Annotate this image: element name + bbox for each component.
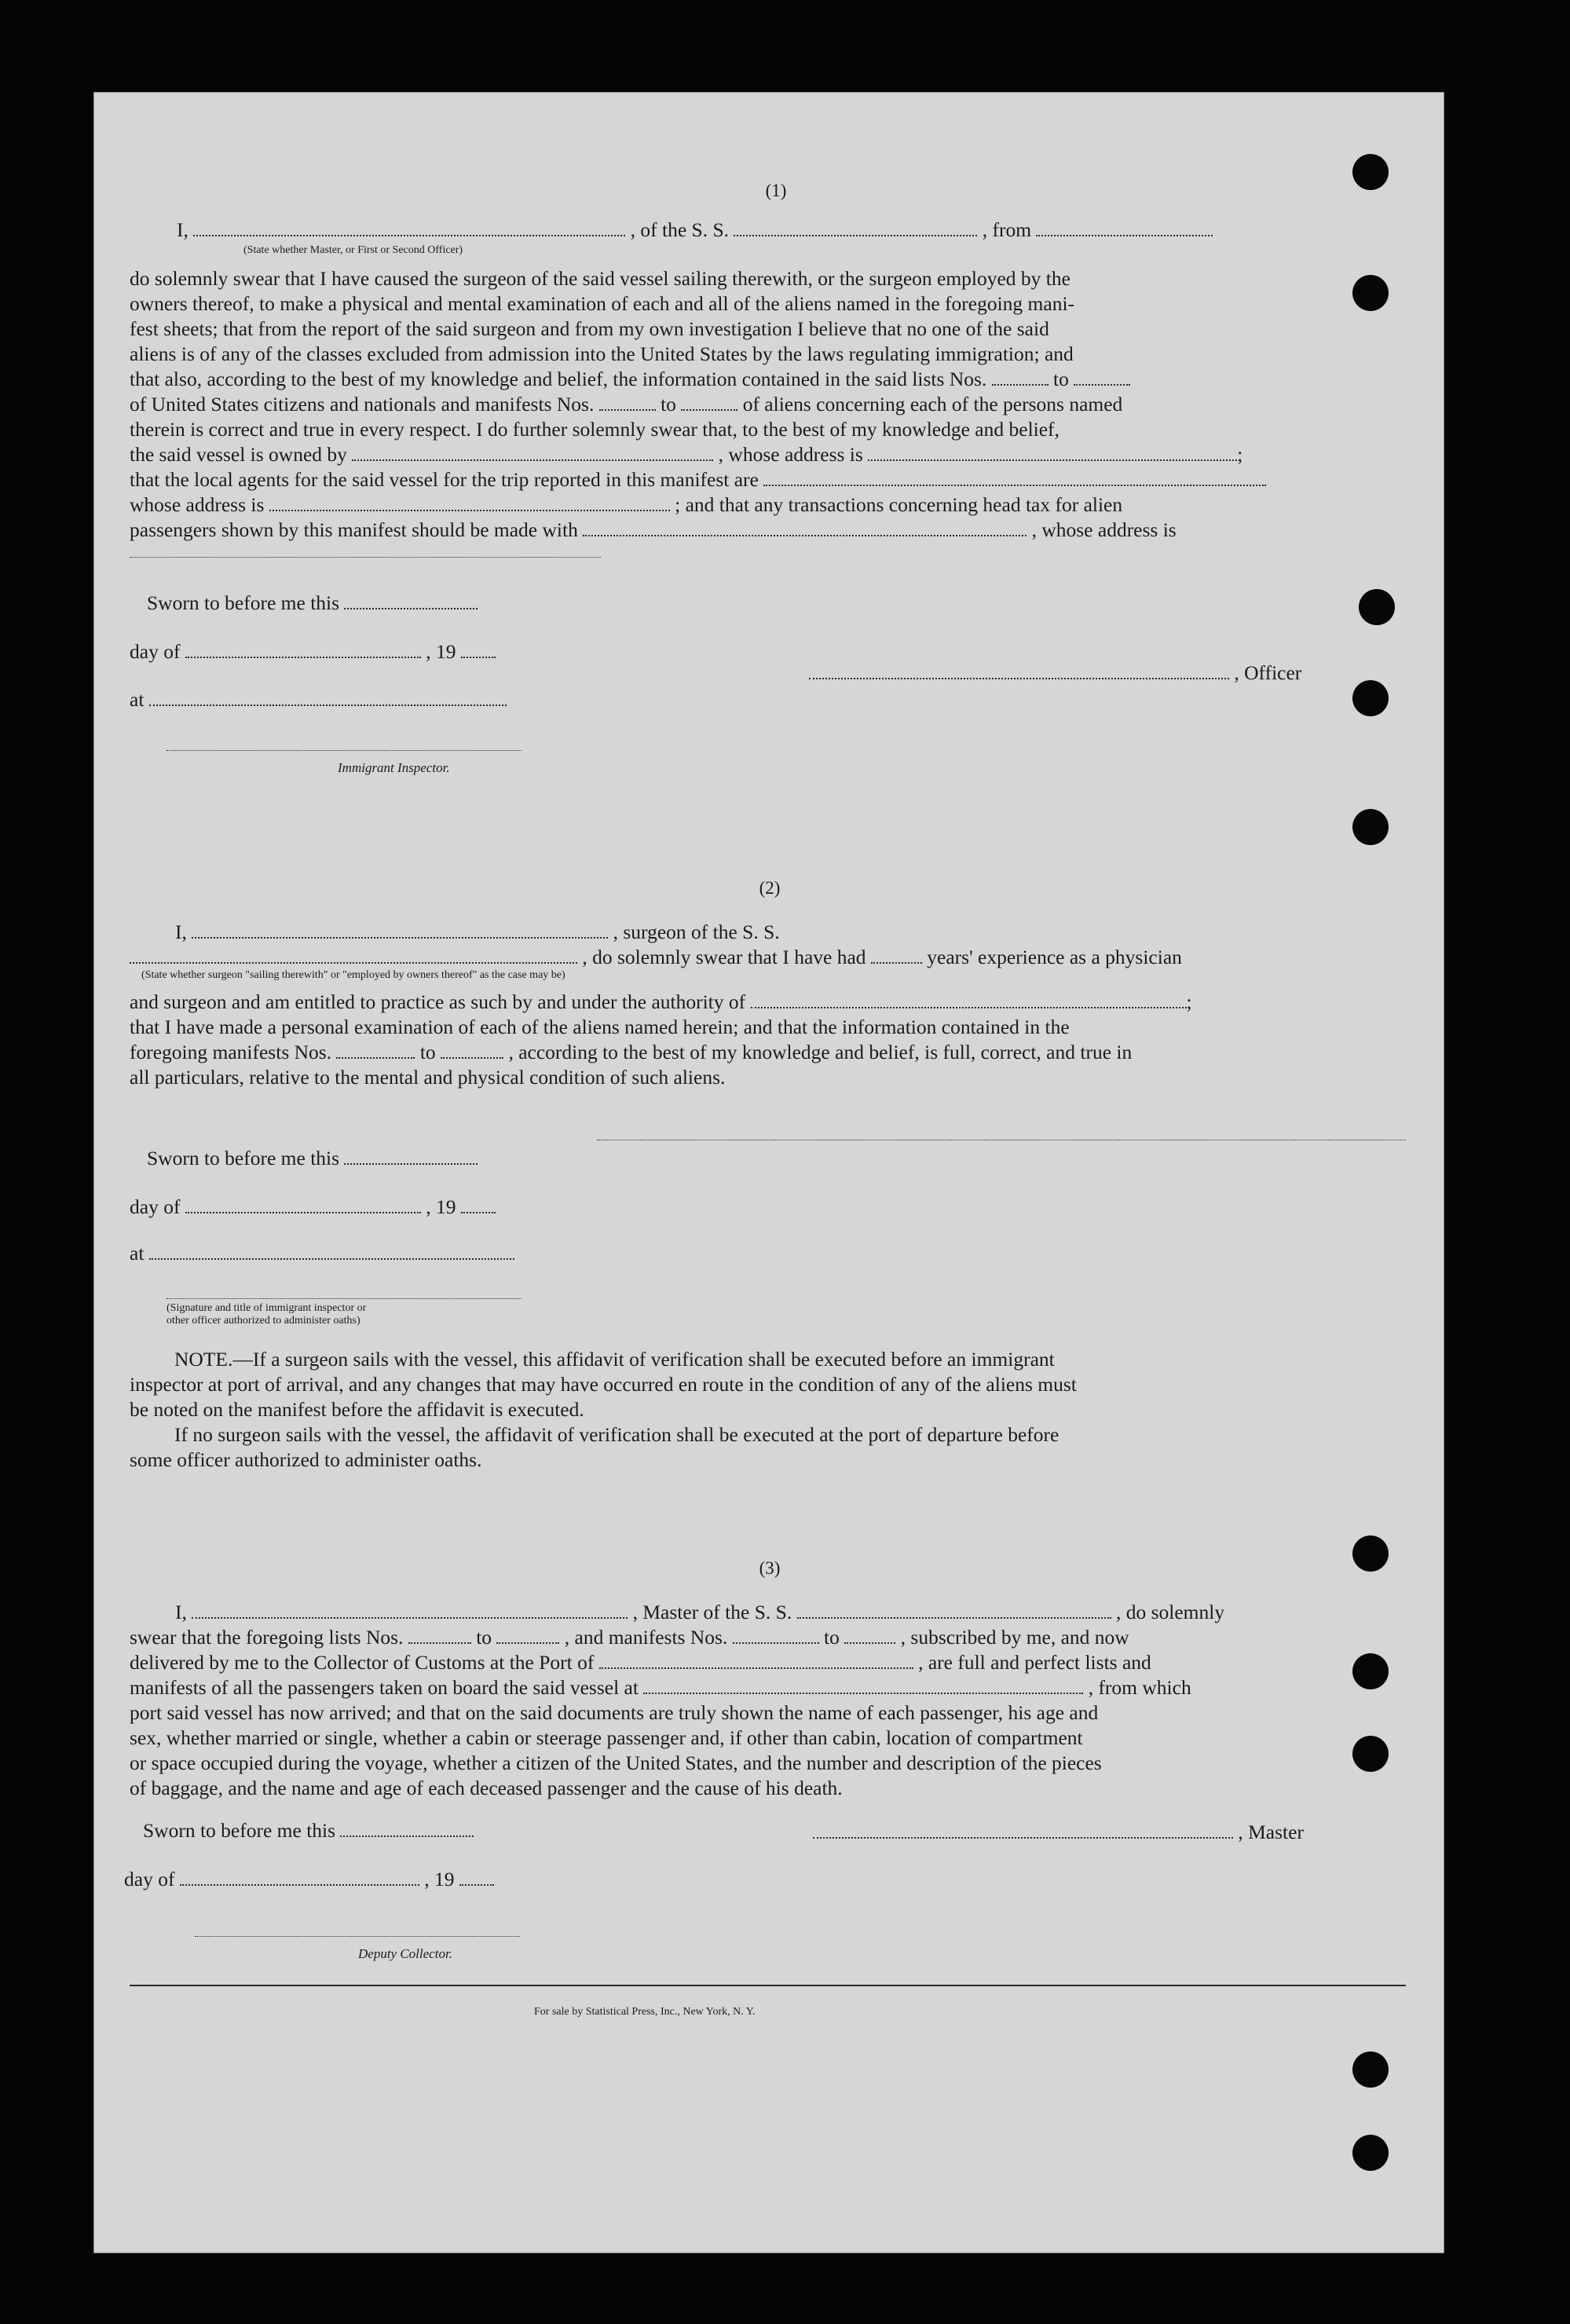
s2-authority-field[interactable] — [751, 993, 1187, 1008]
s1-inspector-signature-field[interactable] — [167, 749, 522, 751]
form-page — [94, 93, 1444, 2253]
s2-body-3 — [130, 1041, 1132, 1064]
s3-body-5: port said vessel has now arrived; and that on the said documents are truly shown the name of each passenger, his age and — [130, 1701, 1099, 1724]
punch-hole-5 — [1352, 809, 1389, 845]
s1-to-label-2: to — [661, 393, 676, 415]
s1-body-5 — [130, 368, 1130, 391]
footer-rule — [130, 1984, 1406, 1986]
s1-from-field[interactable] — [1036, 221, 1213, 236]
s3-body-7: or space occupied during the voyage, whether a citizen of the United States, and the number and description of the pieces — [130, 1751, 1102, 1774]
punch-hole-10 — [1352, 2135, 1389, 2171]
s1-year-field[interactable] — [461, 642, 496, 658]
s1-day-label: day of — [130, 640, 181, 663]
s1-owned-text: the said vessel is owned by — [130, 443, 347, 466]
s2-inspector-signature-field[interactable] — [167, 1297, 522, 1299]
s1-sworn-field[interactable] — [344, 594, 478, 609]
s1-manifests-text: of United States citizens and nationals and manifests Nos. — [130, 393, 595, 415]
s3-master-signature-field[interactable] — [813, 1823, 1233, 1839]
s1-body-8: the said vessel is owned by , whose address is ; — [130, 443, 1243, 466]
s3-master-signature — [813, 1821, 1304, 1844]
s1-owner-address-label: , whose address is — [718, 443, 863, 466]
s3-deputy-signature-field[interactable] — [195, 1935, 520, 1937]
s3-list-to-field[interactable] — [496, 1628, 559, 1644]
s1-body-2: owners thereof, to make a physical and mental examination of each and all of the aliens named in the foregoing mani- — [130, 292, 1075, 315]
s1-agents-field[interactable] — [763, 470, 1266, 486]
s1-of-ss-label: , of the S. S. — [630, 218, 730, 241]
s1-passengers-text: passengers shown by this manifest should be made with — [130, 518, 578, 541]
s2-authority-text: and surgeon and am entitled to practice as such by and under the authority of — [130, 990, 746, 1013]
s1-body-11 — [130, 518, 1177, 542]
s1-head-tax-text: ; and that any transactions concerning head tax for alien — [675, 493, 1123, 516]
s2-day — [130, 1195, 496, 1219]
s1-body-4: aliens is of any of the classes excluded from admission into the United States by the laws regulating immigration; and — [130, 342, 1074, 365]
s3-manifests-text: , and manifests Nos. — [564, 1626, 728, 1649]
s3-year-field[interactable] — [459, 1870, 494, 1886]
s3-collector-text: delivered by me to the Collector of Customs at the Port of — [130, 1651, 595, 1674]
s3-deputy-label: Deputy Collector. — [358, 1946, 452, 1961]
s2-sworn — [147, 1147, 478, 1170]
s2-sig-note-1: (Signature and title of immigrant inspector or — [167, 1302, 367, 1314]
s2-oath-line-2 — [130, 946, 1182, 969]
s3-origin-port-field[interactable] — [643, 1678, 1083, 1694]
s2-years-text: years' experience as a physician — [927, 946, 1182, 968]
s2-at-field[interactable] — [149, 1244, 514, 1260]
s1-lists-text: that also, according to the best of my knowledge and belief, the information contained in the said lists Nos. — [130, 368, 987, 390]
s1-officer-signature — [809, 661, 1301, 685]
s1-day-field[interactable] — [185, 642, 421, 658]
s3-from-which-text: , from which — [1088, 1676, 1191, 1699]
s2-state-note: (State whether surgeon "sailing therewith" or "employed by owners thereof" as the case may be) — [141, 969, 565, 981]
s1-oath-line — [177, 218, 1213, 242]
s1-body-3: fest sheets; that from the report of the said surgeon and from my own investigation I believe that no one of the said — [130, 317, 1049, 340]
s3-body-8: of baggage, and the name and age of each deceased passenger and the cause of his death. — [130, 1777, 843, 1799]
s1-at — [130, 688, 507, 712]
s2-year-label: , 19 — [426, 1195, 456, 1218]
s2-experience-text: , do solemnly swear that I have had — [582, 946, 866, 968]
s1-from-label: , from — [982, 218, 1032, 241]
s1-body-6 — [130, 393, 1122, 416]
s3-master-name-field[interactable] — [192, 1603, 628, 1619]
s3-sworn-label: Sworn to before me this — [143, 1819, 336, 1842]
s3-vessel-field[interactable] — [797, 1603, 1111, 1619]
s1-day — [130, 640, 496, 664]
punch-hole-1 — [1352, 154, 1389, 190]
s3-oath-line — [175, 1601, 1224, 1624]
s1-officer-signature-field[interactable] — [809, 664, 1229, 679]
s1-aliens-text: of aliens concerning each of the persons named — [742, 393, 1123, 415]
s2-i-label: I, — [175, 920, 187, 943]
note-p2-l1: If no surgeon sails with the vessel, the affidavit of verification shall be executed at the port of departure before — [174, 1423, 1059, 1446]
s2-vessel-field[interactable] — [130, 948, 577, 964]
s3-manifest-to-field[interactable] — [844, 1628, 895, 1644]
s1-sworn — [147, 591, 478, 615]
s3-day-label: day of — [124, 1868, 175, 1890]
s3-i-label: I, — [175, 1601, 187, 1623]
s1-agent-address-text: whose address is — [130, 493, 265, 516]
s1-party-address-label: , whose address is — [1031, 518, 1177, 541]
s2-sworn-label: Sworn to before me this — [147, 1147, 340, 1169]
s3-year-label: , 19 — [424, 1868, 455, 1890]
s1-sworn-label: Sworn to before me this — [147, 591, 340, 614]
s2-body-2: that I have made a personal examination of each of the aliens named herein; and that the information contained in the — [130, 1016, 1070, 1038]
s2-sworn-field[interactable] — [344, 1149, 478, 1165]
s2-body-4: all particulars, relative to the mental and physical condition of such aliens. — [130, 1066, 726, 1089]
s2-surgeon-name-field[interactable] — [192, 923, 608, 939]
s1-list-to-field[interactable] — [1074, 370, 1130, 386]
note-p1-l3: be noted on the manifest before the affidavit is executed. — [130, 1398, 584, 1421]
section-3-number: (3) — [759, 1558, 781, 1578]
s2-sig-note-2: other officer authorized to administer oaths) — [167, 1315, 360, 1327]
s2-at — [130, 1242, 514, 1265]
s2-to-label: to — [419, 1041, 436, 1063]
s2-day-field[interactable] — [185, 1198, 421, 1213]
punch-hole-6 — [1352, 1535, 1389, 1572]
s3-sworn-field[interactable] — [340, 1821, 474, 1837]
s2-manifests-text: foregoing manifests Nos. — [130, 1041, 332, 1063]
s3-day — [124, 1868, 494, 1891]
s2-surgeon-signature-field[interactable] — [597, 1139, 1406, 1140]
s1-body-1: do solemnly swear that I have caused the surgeon of the said vessel sailing therewith, or the surgeon employed by the — [130, 267, 1070, 290]
footer-imprint: For sale by Statistical Press, Inc., New York, N. Y. — [534, 2006, 756, 2018]
s1-body-9 — [130, 468, 1266, 492]
s1-inspector-label: Immigrant Inspector. — [338, 760, 450, 775]
s1-head-tax-party-field[interactable] — [583, 521, 1027, 536]
s3-manifest-from-field[interactable] — [733, 1628, 819, 1644]
s3-lists-text: swear that the foregoing lists Nos. — [130, 1626, 404, 1649]
section-1-number: (1) — [765, 181, 787, 200]
s3-body-3 — [130, 1651, 1151, 1674]
s1-i-label: I, — [177, 218, 188, 241]
s1-body-10 — [130, 493, 1122, 517]
s2-oath-line — [175, 920, 780, 944]
s1-at-field[interactable] — [149, 690, 507, 706]
s3-full-lists-text: , are full and perfect lists and — [918, 1651, 1151, 1674]
s1-agent-address-field[interactable] — [269, 496, 670, 511]
s3-body-4 — [130, 1676, 1191, 1700]
punch-hole-3 — [1359, 589, 1395, 625]
note-p1-l1: NOTE.—If a surgeon sails with the vessel, this affidavit of verification shall be executed before an immigrant — [174, 1348, 1055, 1371]
s3-passengers-text: manifests of all the passengers taken on board the said vessel at — [130, 1676, 639, 1699]
s3-port-field[interactable] — [599, 1653, 913, 1669]
s1-to-label: to — [1053, 368, 1069, 390]
section-2-number: (2) — [759, 878, 781, 898]
note-p1-l2: inspector at port of arrival, and any changes that may have occurred en route in the condition of any of the aliens must — [130, 1373, 1077, 1396]
s1-manifest-from-field[interactable] — [599, 395, 656, 411]
note-p2-l2: some officer authorized to administer oaths. — [130, 1448, 482, 1471]
punch-hole-8 — [1352, 1736, 1389, 1772]
s2-body-1: and surgeon and am entitled to practice as such by and under the authority of ; — [130, 990, 1192, 1013]
s1-owner-address-field[interactable] — [868, 445, 1237, 461]
punch-hole-2 — [1352, 275, 1389, 311]
s2-surgeon-of-label: , surgeon of the S. S. — [613, 920, 780, 943]
s3-master-label: , Master — [1238, 1821, 1304, 1843]
s3-master-of-label: , Master of the S. S. — [632, 1601, 792, 1623]
s1-party-address-field[interactable] — [130, 556, 601, 558]
s1-vessel-field[interactable] — [734, 221, 977, 236]
s1-body-7: therein is correct and true in every respect. I do further solemnly swear that, to the best of my knowledge and belief, — [130, 418, 1059, 441]
s3-solemnly-label: , do solemnly — [1115, 1601, 1225, 1623]
punch-hole-9 — [1352, 2051, 1389, 2088]
s1-owner-field[interactable] — [352, 445, 713, 461]
punch-hole-7 — [1352, 1653, 1389, 1689]
s1-officer-label: , Officer — [1234, 661, 1302, 684]
s2-belief-text: , according to the best of my knowledge and belief, is full, correct, and true in — [508, 1041, 1133, 1063]
s2-year-field[interactable] — [461, 1198, 496, 1213]
s2-at-label: at — [130, 1242, 145, 1264]
s3-day-field[interactable] — [180, 1870, 419, 1886]
s2-years-field[interactable] — [871, 948, 922, 964]
s1-manifest-to-field[interactable] — [681, 395, 737, 411]
s2-manifest-to-field[interactable] — [441, 1043, 503, 1059]
punch-hole-4 — [1352, 680, 1389, 716]
s1-officer-name-field[interactable] — [193, 221, 625, 236]
s3-to-label: to — [476, 1626, 492, 1649]
s1-list-from-field[interactable] — [992, 370, 1048, 386]
s2-day-label: day of — [130, 1195, 181, 1218]
s1-agents-text: that the local agents for the said vessel for the trip reported in this manifest are — [130, 468, 759, 491]
s1-at-label: at — [130, 688, 145, 711]
s3-body-2 — [130, 1626, 1129, 1649]
s1-state-note: (State whether Master, or First or Second Officer) — [243, 244, 463, 256]
s2-manifest-from-field[interactable] — [336, 1043, 415, 1059]
s3-to-label-2: to — [824, 1626, 840, 1649]
s3-sworn — [143, 1819, 474, 1843]
s3-body-6: sex, whether married or single, whether a cabin or steerage passenger and, if other than cabin, location of compartment — [130, 1726, 1083, 1749]
s1-year-label: , 19 — [426, 640, 456, 663]
s3-list-from-field[interactable] — [408, 1628, 471, 1644]
s3-subscribed-text: , subscribed by me, and now — [900, 1626, 1129, 1649]
